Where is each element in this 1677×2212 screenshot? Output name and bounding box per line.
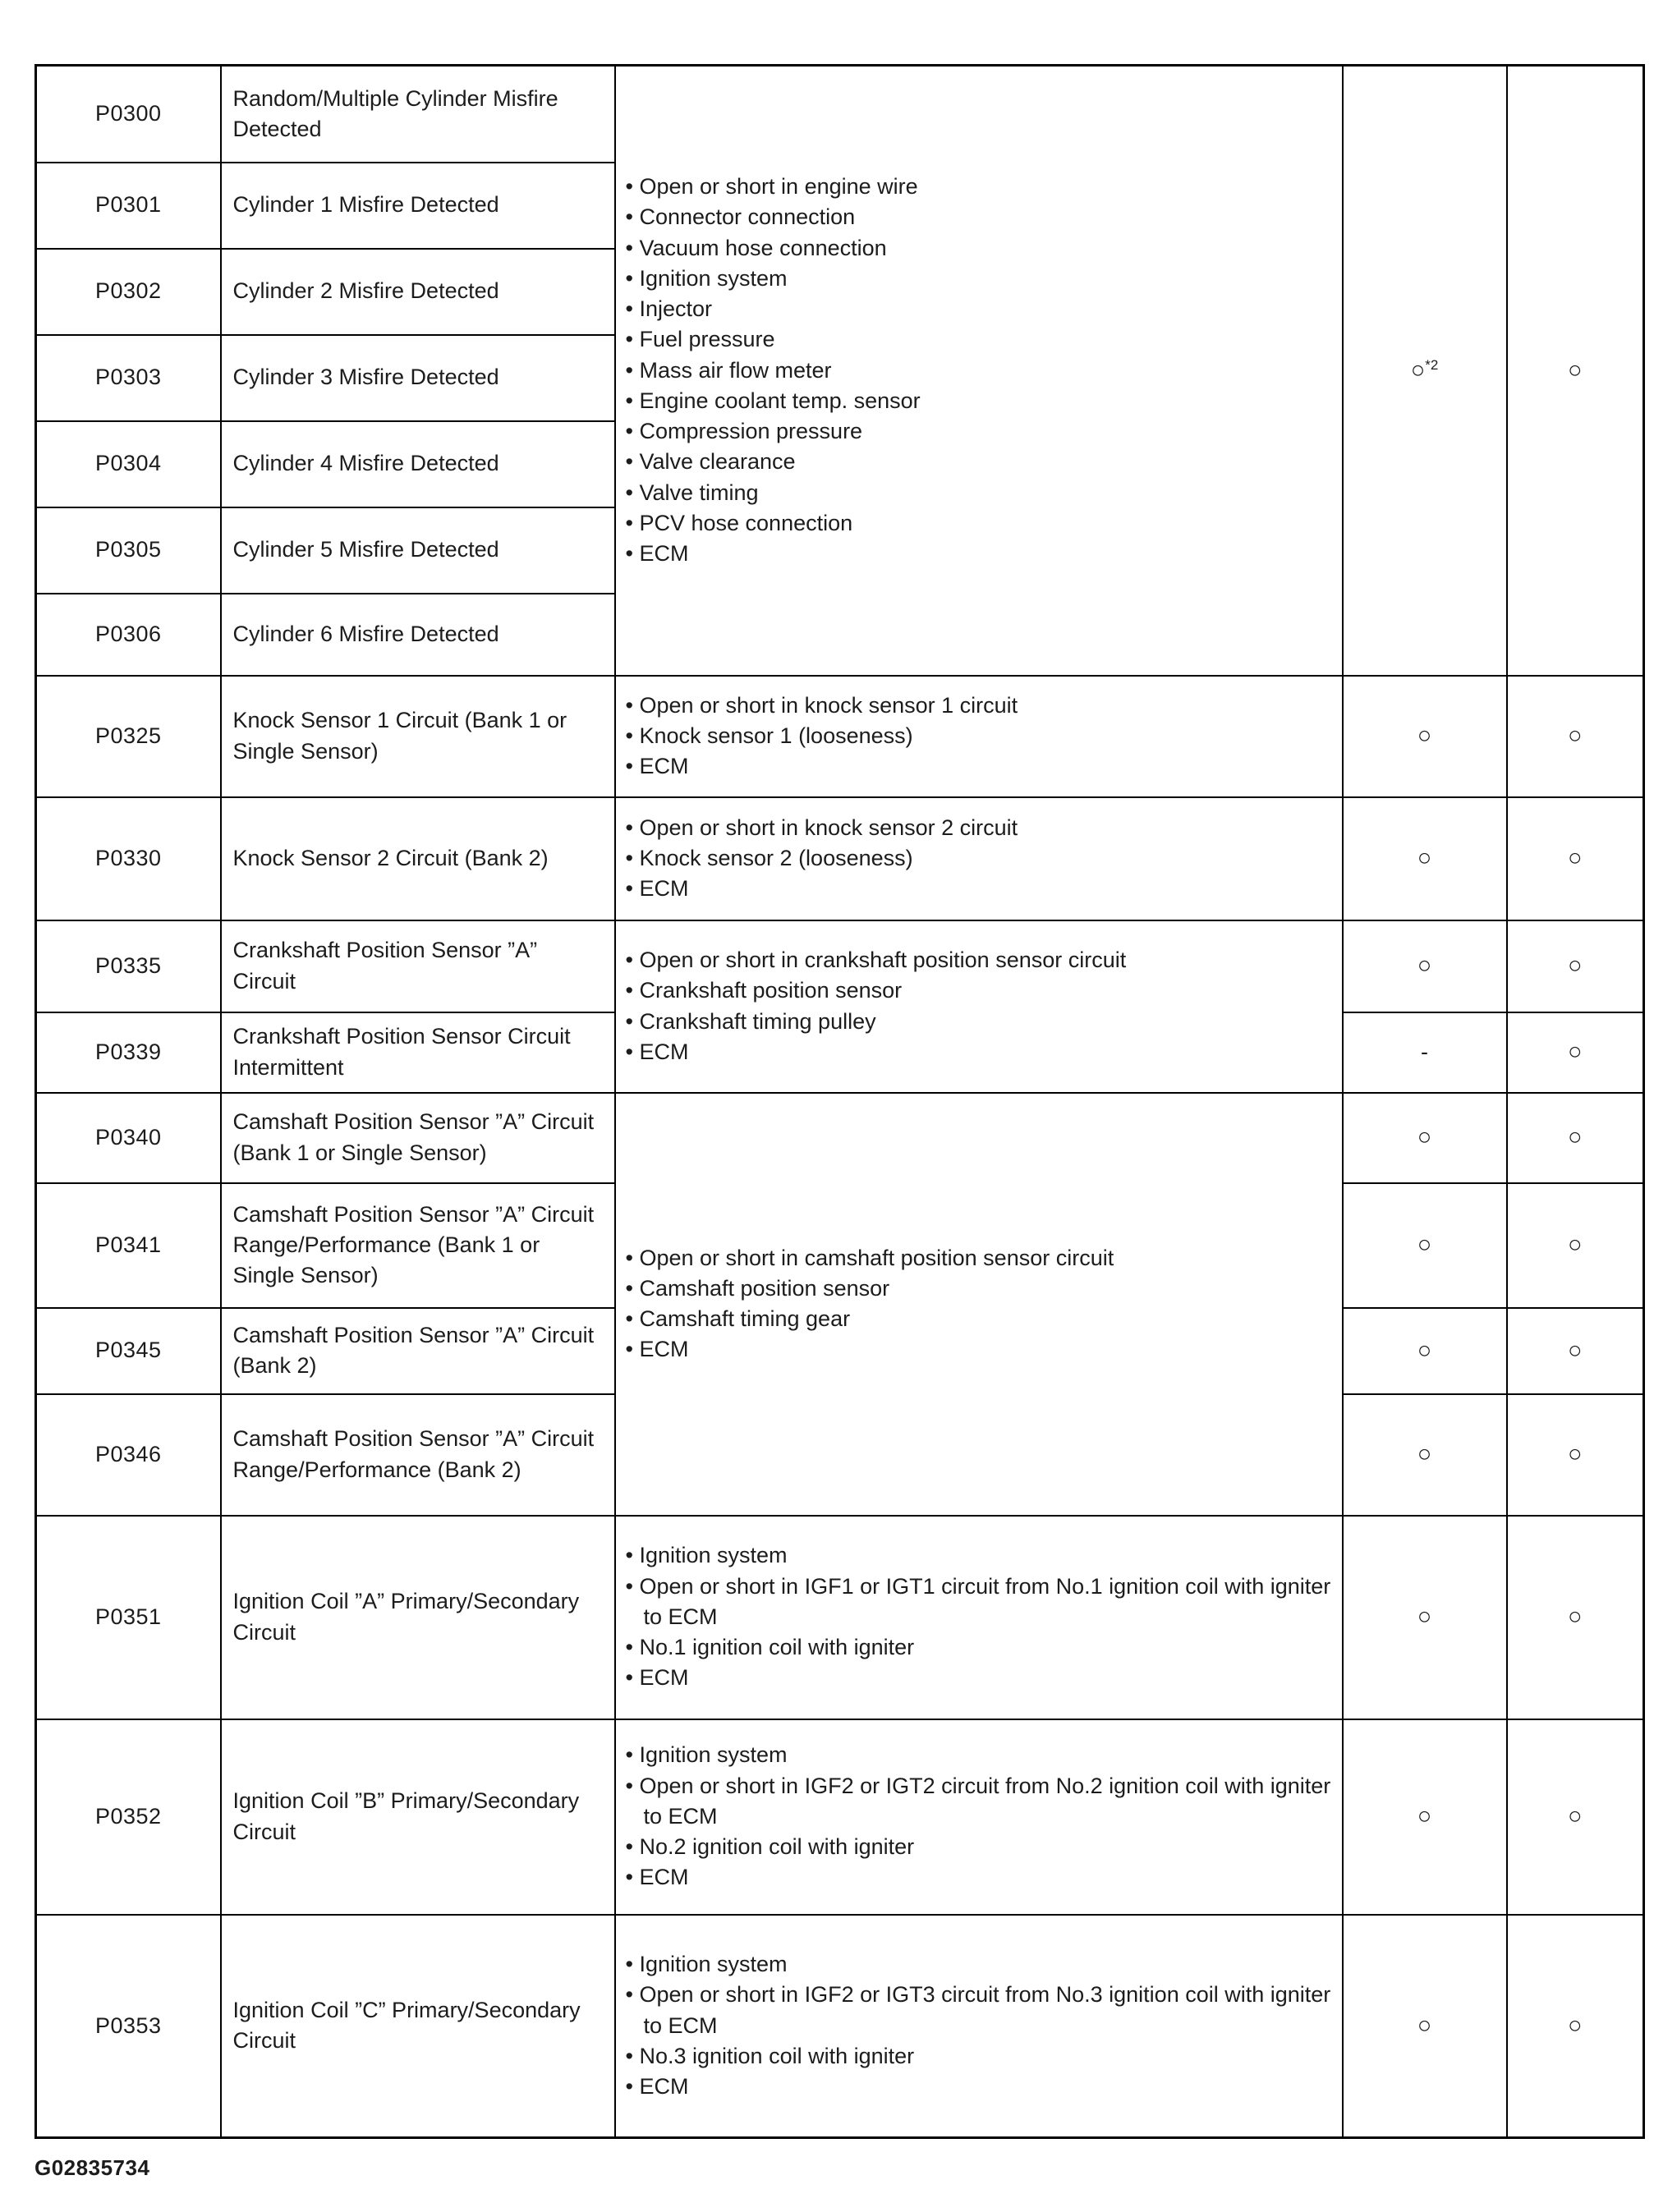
- trouble-area-item: • ECM: [626, 751, 1332, 782]
- dtc-desc-cell: Knock Sensor 1 Circuit (Bank 1 or Single Sensor): [221, 676, 615, 797]
- trouble-area-list: [626, 1949, 1332, 2102]
- dtc-code-cell: P0339: [36, 1012, 221, 1093]
- circle-mark: ○: [1567, 1604, 1583, 1631]
- trouble-area-cell: [615, 1915, 1343, 2138]
- mark1-cell: [1343, 797, 1507, 920]
- mark2-cell: [1507, 1308, 1644, 1394]
- mark2-cell: [1507, 1915, 1644, 2138]
- mark-footnote: *2: [1425, 357, 1439, 374]
- trouble-area-item: • Knock sensor 2 (looseness): [626, 843, 1332, 874]
- dtc-code-cell: P0352: [36, 1719, 221, 1915]
- trouble-area-item: • No.2 ignition coil with igniter: [626, 1832, 1332, 1862]
- mark1-cell: [1343, 1915, 1507, 2138]
- mark2-cell: [1507, 66, 1644, 676]
- circle-mark: ○: [1567, 1441, 1583, 1468]
- trouble-area-item: • No.1 ignition coil with igniter: [626, 1632, 1332, 1663]
- circle-mark: ○: [1567, 845, 1583, 872]
- dtc-desc-cell: Random/Multiple Cylinder Misfire Detected: [221, 66, 615, 163]
- trouble-area-list: [626, 1243, 1332, 1365]
- table-row: [36, 920, 1644, 1012]
- trouble-area-list: [626, 1740, 1332, 1893]
- mark1-cell: [1343, 1093, 1507, 1183]
- mark1-cell: [1343, 1012, 1507, 1093]
- trouble-area-cell: [615, 1516, 1343, 1719]
- mark2-cell: [1507, 1719, 1644, 1915]
- circle-mark: ○: [1417, 1337, 1432, 1364]
- mark2-cell: [1507, 920, 1644, 1012]
- trouble-area-item: • Ignition system: [626, 1540, 1332, 1571]
- trouble-area-item: • Engine coolant temp. sensor: [626, 386, 1332, 416]
- dtc-desc-cell: Cylinder 6 Misfire Detected: [221, 594, 615, 676]
- trouble-area-cell: [615, 66, 1343, 676]
- dtc-code-cell: P0302: [36, 249, 221, 335]
- table-row: [36, 1516, 1644, 1719]
- trouble-area-cell: [615, 1093, 1343, 1516]
- dtc-code-cell: P0335: [36, 920, 221, 1012]
- trouble-area-item: • ECM: [626, 1334, 1332, 1365]
- table-row: [36, 1719, 1644, 1915]
- dtc-desc-cell: Crankshaft Position Sensor Circuit Intermittent: [221, 1012, 615, 1093]
- trouble-area-item: • Camshaft position sensor: [626, 1274, 1332, 1304]
- dtc-code-cell: P0330: [36, 797, 221, 920]
- mark2-cell: [1507, 1516, 1644, 1719]
- trouble-area-item: • Open or short in engine wire: [626, 172, 1332, 202]
- trouble-area-item: • Mass air flow meter: [626, 356, 1332, 386]
- circle-mark: ○: [1417, 1441, 1432, 1468]
- dtc-code-cell: P0303: [36, 335, 221, 421]
- circle-mark: ○: [1417, 1232, 1432, 1259]
- mark1-cell: [1343, 920, 1507, 1012]
- circle-mark: ○: [1567, 1039, 1583, 1066]
- trouble-area-item: • Open or short in IGF2 or IGT3 circuit from No.3 ignition coil with igniter to ECM: [626, 1980, 1332, 2041]
- trouble-area-cell: [615, 920, 1343, 1093]
- table-row: [36, 66, 1644, 163]
- mark2-cell: [1507, 1012, 1644, 1093]
- trouble-area-list: [626, 945, 1332, 1067]
- trouble-area-cell: [615, 1719, 1343, 1915]
- dtc-code-cell: P0353: [36, 1915, 221, 2138]
- mark1-cell: [1343, 676, 1507, 797]
- mark1-cell: [1343, 1719, 1507, 1915]
- table-row: [36, 797, 1644, 920]
- mark2-cell: [1507, 797, 1644, 920]
- dtc-code-cell: P0345: [36, 1308, 221, 1394]
- trouble-area-item: • Crankshaft position sensor: [626, 975, 1332, 1006]
- dtc-desc-cell: Ignition Coil ”B” Primary/Secondary Circuit: [221, 1719, 615, 1915]
- dtc-desc-cell: Ignition Coil ”C” Primary/Secondary Circuit: [221, 1915, 615, 2138]
- dtc-desc-cell: Ignition Coil ”A” Primary/Secondary Circuit: [221, 1516, 615, 1719]
- mark1-cell: [1343, 1183, 1507, 1308]
- trouble-area-item: • Injector: [626, 294, 1332, 324]
- dtc-code-cell: P0304: [36, 421, 221, 507]
- trouble-area-item: • Crankshaft timing pulley: [626, 1007, 1332, 1037]
- figure-id: G02835734: [34, 2155, 150, 2180]
- mark1-cell: [1343, 1308, 1507, 1394]
- dtc-code-cell: P0341: [36, 1183, 221, 1308]
- trouble-area-item: • Open or short in crankshaft position sensor circuit: [626, 945, 1332, 975]
- trouble-area-item: • Open or short in IGF2 or IGT2 circuit from No.2 ignition coil with igniter to ECM: [626, 1771, 1332, 1833]
- trouble-area-item: • Open or short in knock sensor 1 circuit: [626, 691, 1332, 721]
- dtc-code-cell: P0306: [36, 594, 221, 676]
- dtc-desc-cell: Crankshaft Position Sensor ”A” Circuit: [221, 920, 615, 1012]
- mark2-cell: [1507, 676, 1644, 797]
- trouble-area-item: • ECM: [626, 1663, 1332, 1693]
- trouble-area-item: • ECM: [626, 539, 1332, 569]
- trouble-area-cell: [615, 797, 1343, 920]
- dtc-desc-cell: Cylinder 1 Misfire Detected: [221, 163, 615, 249]
- mark1-cell: [1343, 1394, 1507, 1516]
- trouble-area-item: • PCV hose connection: [626, 508, 1332, 539]
- circle-mark: ○: [1417, 2012, 1432, 2040]
- table-row: [36, 676, 1644, 797]
- circle-mark: ○: [1410, 357, 1426, 384]
- mark2-cell: [1507, 1394, 1644, 1516]
- table-row: [36, 1915, 1644, 2138]
- trouble-area-cell: [615, 676, 1343, 797]
- dtc-desc-cell: Knock Sensor 2 Circuit (Bank 2): [221, 797, 615, 920]
- dtc-desc-cell: Camshaft Position Sensor ”A” Circuit (Bank 2): [221, 1308, 615, 1394]
- trouble-area-item: • Valve clearance: [626, 447, 1332, 477]
- dtc-code-cell: P0305: [36, 507, 221, 594]
- trouble-area-list: [626, 1540, 1332, 1693]
- trouble-area-item: • Compression pressure: [626, 416, 1332, 447]
- trouble-area-item: • ECM: [626, 874, 1332, 904]
- dtc-desc-cell: Camshaft Position Sensor ”A” Circuit (Bank 1 or Single Sensor): [221, 1093, 615, 1183]
- trouble-area-item: • Open or short in knock sensor 2 circuit: [626, 813, 1332, 843]
- trouble-area-item: • No.3 ignition coil with igniter: [626, 2041, 1332, 2072]
- circle-mark: ○: [1417, 952, 1432, 980]
- circle-mark: ○: [1567, 357, 1583, 384]
- dtc-code-cell: P0301: [36, 163, 221, 249]
- circle-mark: ○: [1567, 1337, 1583, 1364]
- trouble-area-item: • Ignition system: [626, 264, 1332, 294]
- trouble-area-list: [626, 813, 1332, 905]
- trouble-area-item: • ECM: [626, 1037, 1332, 1067]
- trouble-area-item: • Ignition system: [626, 1949, 1332, 1980]
- dtc-desc-cell: Cylinder 5 Misfire Detected: [221, 507, 615, 594]
- dtc-desc-cell: Cylinder 3 Misfire Detected: [221, 335, 615, 421]
- dtc-code-cell: P0325: [36, 676, 221, 797]
- dtc-code-cell: P0351: [36, 1516, 221, 1719]
- trouble-area-item: • Connector connection: [626, 202, 1332, 232]
- trouble-area-item: • Vacuum hose connection: [626, 233, 1332, 264]
- trouble-area-item: • Open or short in IGF1 or IGT1 circuit from No.1 ignition coil with igniter to ECM: [626, 1572, 1332, 1633]
- trouble-area-item: • Fuel pressure: [626, 324, 1332, 355]
- trouble-area-item: • Ignition system: [626, 1740, 1332, 1770]
- trouble-area-item: • Valve timing: [626, 478, 1332, 508]
- circle-mark: ○: [1417, 1803, 1432, 1830]
- dash-mark: -: [1421, 1039, 1428, 1064]
- circle-mark: ○: [1567, 2012, 1583, 2040]
- dtc-table: [34, 64, 1645, 2139]
- circle-mark: ○: [1417, 1604, 1432, 1631]
- dtc-desc-cell: Cylinder 4 Misfire Detected: [221, 421, 615, 507]
- dtc-desc-cell: Camshaft Position Sensor ”A” Circuit Range/Performance (Bank 1 or Single Sensor): [221, 1183, 615, 1308]
- trouble-area-list: [626, 691, 1332, 782]
- dtc-desc-cell: Camshaft Position Sensor ”A” Circuit Range/Performance (Bank 2): [221, 1394, 615, 1516]
- trouble-area-item: • Camshaft timing gear: [626, 1304, 1332, 1334]
- circle-mark: ○: [1417, 1124, 1432, 1151]
- trouble-area-item: • Open or short in camshaft position sensor circuit: [626, 1243, 1332, 1274]
- circle-mark: ○: [1417, 723, 1432, 750]
- circle-mark: ○: [1567, 1124, 1583, 1151]
- circle-mark: ○: [1567, 1803, 1583, 1830]
- trouble-area-item: • ECM: [626, 2072, 1332, 2102]
- circle-mark: ○: [1567, 1232, 1583, 1259]
- dtc-desc-cell: Cylinder 2 Misfire Detected: [221, 249, 615, 335]
- table-row: [36, 1093, 1644, 1183]
- dtc-code-cell: P0346: [36, 1394, 221, 1516]
- mark1-cell: [1343, 1516, 1507, 1719]
- dtc-code-cell: P0300: [36, 66, 221, 163]
- trouble-area-item: • Knock sensor 1 (looseness): [626, 721, 1332, 751]
- mark2-cell: [1507, 1093, 1644, 1183]
- circle-mark: ○: [1567, 952, 1583, 980]
- mark2-cell: [1507, 1183, 1644, 1308]
- dtc-code-cell: P0340: [36, 1093, 221, 1183]
- mark1-cell: [1343, 66, 1507, 676]
- trouble-area-item: • ECM: [626, 1862, 1332, 1893]
- circle-mark: ○: [1567, 723, 1583, 750]
- circle-mark: ○: [1417, 845, 1432, 872]
- trouble-area-list: [626, 172, 1332, 569]
